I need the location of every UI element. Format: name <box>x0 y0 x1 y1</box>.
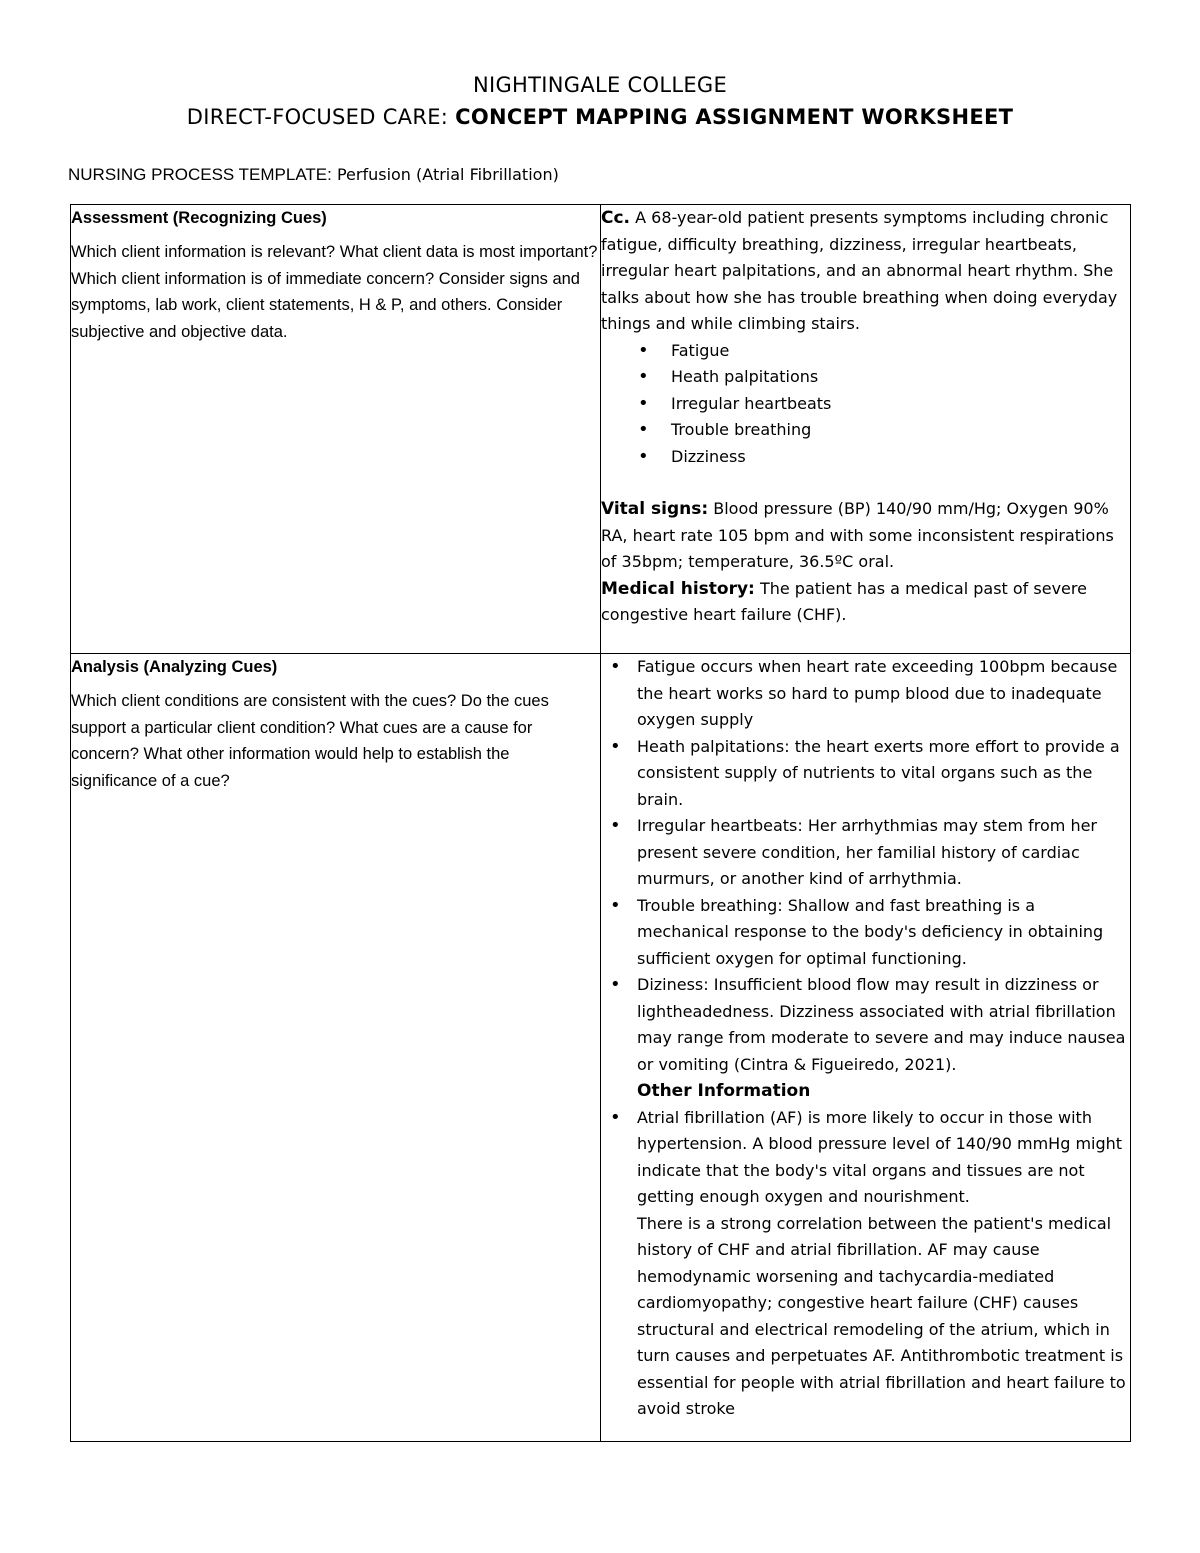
analysis-response-cell <box>601 654 1131 1442</box>
assessment-row <box>71 205 1131 654</box>
history-text: The patient has a medical past of severe congestive heart failure (CHF). <box>601 578 1087 624</box>
assessment-response-cell <box>601 205 1131 654</box>
chief-complaint <box>601 205 1130 338</box>
other-info-paragraph: There is a strong correlation between the patient's medical history of CHF and atrial fibrillation. AF may cause hemodynamic worsening and tachycardia-mediated cardiomyopathy; congestive heart failure (CHF) causes structural and electrical remodeling of the atrium, which in turn causes and perpetuates AF. Antithrombotic treatment is essential for people with atrial fibrillation and heart failure to avoid stroke <box>637 1213 1126 1418</box>
analysis-row <box>71 654 1131 1442</box>
list-item: • Fatigue <box>671 338 1130 365</box>
worksheet-table <box>70 204 1131 1442</box>
list-item: • Heath palpitations <box>671 364 1130 391</box>
other-info-heading: Other Information <box>637 1081 811 1101</box>
assessment-prompt: Which client information is relevant? What client data is most important? Which client information is of immediate concern? Consider signs and symptoms, lab work, client statements, H & P, and others. Consider subjective and objective data. <box>71 243 598 341</box>
other-info-list <box>601 1105 1130 1211</box>
vital-signs <box>601 496 1130 576</box>
worksheet-title-prefix: DIRECT-FOCUSED CARE: <box>186 105 456 129</box>
list-item: • Fatigue occurs when heart rate exceeding 100bpm because the heart works so hard to pump blood due to inadequate oxygen supply <box>637 654 1130 734</box>
list-item: • Trouble breathing <box>671 417 1130 444</box>
list-item: • Diziness: Insufficient blood flow may result in dizziness or lightheadedness. Dizziness associated with atrial fibrillation may range from moderate to severe and may induce nausea or vomiting (Cintra & Figueiredo, 2021). <box>637 972 1130 1078</box>
assessment-prompt-cell <box>71 205 601 654</box>
cc-label: Cc. <box>601 208 631 228</box>
list-item: • Heath palpitations: the heart exerts more effort to provide a consistent supply of nutrients to vital organs such as the brain. <box>637 734 1130 814</box>
worksheet-title <box>0 102 1200 132</box>
history-label: Medical history: <box>601 578 755 599</box>
medical-history <box>601 576 1130 629</box>
list-item: • Irregular heartbeats: Her arrhythmias may stem from her present severe condition, her familial history of cardiac murmurs, or another kind of arrhythmia. <box>637 813 1130 893</box>
vitals-text: Blood pressure (BP) 140/90 mm/Hg; Oxygen 90% RA, heart rate 105 bpm and with some inconsistent respirations of 35bpm; temperature, 36.5ºC oral. <box>601 499 1114 571</box>
document-title <box>0 70 1200 132</box>
template-value: Perfusion (Atrial Fibrillation) <box>331 165 559 184</box>
analysis-list <box>601 654 1130 1078</box>
college-name: NIGHTINGALE COLLEGE <box>472 73 728 97</box>
template-label: NURSING PROCESS TEMPLATE: <box>68 165 332 184</box>
symptom-list <box>601 338 1130 471</box>
cc-text: A 68-year-old patient presents symptoms including chronic fatigue, difficulty breathing, dizziness, irregular heartbeats, irregular heart palpitations, and an abnormal heart rhythm. She talks about how she has trouble breathing when doing everyday things and while climbing stairs. <box>601 208 1118 333</box>
analysis-prompt-cell <box>71 654 601 1442</box>
list-item: • Dizziness <box>671 444 1130 471</box>
vitals-label: Vital signs: <box>601 499 709 519</box>
spacer <box>601 470 1130 496</box>
list-item: • Atrial fibrillation (AF) is more likely to occur in those with hypertension. A blood pressure level of 140/90 mmHg might indicate that the body's vital organs and tissues are not getting enough oxygen and nourishment. <box>637 1105 1130 1211</box>
analysis-heading: Analysis (Analyzing Cues) <box>71 658 278 676</box>
worksheet-title-bold: CONCEPT MAPPING ASSIGNMENT WORKSHEET <box>455 105 1014 129</box>
assessment-heading: Assessment (Recognizing Cues) <box>71 209 327 227</box>
list-item: • Irregular heartbeats <box>671 391 1130 418</box>
analysis-prompt: Which client conditions are consistent with the cues? Do the cues support a particular client condition? What cues are a cause for concern? What other information would help to establish the significance of a cue? <box>71 692 549 790</box>
template-line <box>68 164 559 186</box>
list-item: • Trouble breathing: Shallow and fast breathing is a mechanical response to the body's deficiency in obtaining sufficient oxygen for optimal functioning. <box>637 893 1130 973</box>
